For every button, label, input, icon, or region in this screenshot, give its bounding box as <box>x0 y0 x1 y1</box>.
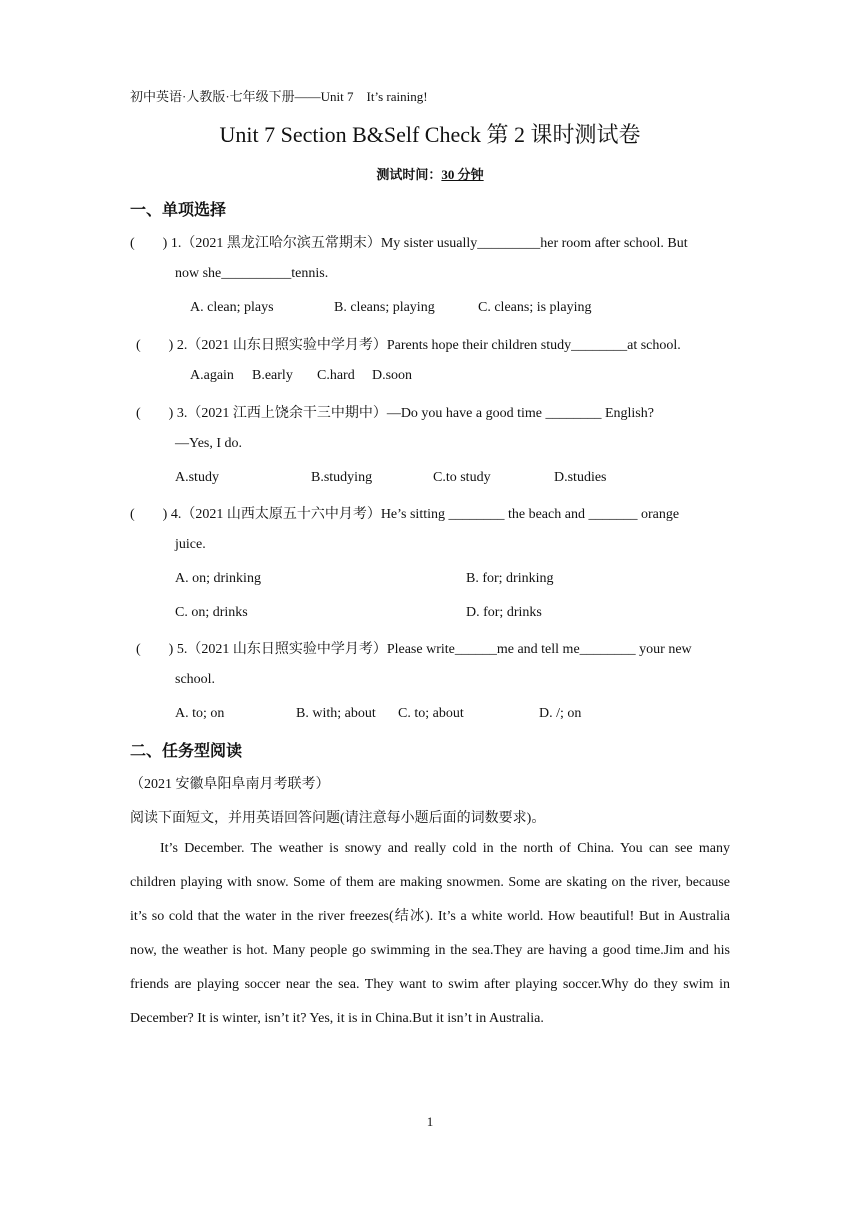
question-3-line2: —Yes, I do. <box>175 436 243 451</box>
question-4-option-a: A. on; drinking <box>175 571 261 586</box>
section2-source: （2021 安徽阜阳阜南月考联考） <box>130 777 330 792</box>
question-4-option-b: B. for; drinking <box>466 571 554 586</box>
passage-text: It’s December. The weather is snowy and really cold in the north of China. You can see many children playing with snow. Some of them are making snowmen. Some are skating on the river, because it’s so cold that the water in the river freezes(结冰). It’s a white world. How beautiful! But in Australia now, the weather is hot. Many people go swimming in the sea.They are having a good time.Jim and his friends are playing soccer near the sea. They want to swim after playing soccer.Why do they swim in December? It is winter, isn’t it? Yes, it is in China.But it isn’t in Australia. <box>130 841 730 1026</box>
question-1-option-c: C. cleans; is playing <box>478 300 592 315</box>
question-4-option-c: C. on; drinks <box>175 605 248 620</box>
question-2-option-b: B.early <box>252 368 293 383</box>
question-2-option-a: A.again <box>190 368 234 383</box>
question-1-option-a: A. clean; plays <box>190 300 274 315</box>
test-time-label: 测试时间： <box>376 167 442 182</box>
reading-passage <box>130 832 730 1036</box>
page-number: 1 <box>426 1114 434 1129</box>
page-title: Unit 7 Section B&Self Check 第 2 课时测试卷 <box>219 122 641 147</box>
running-header: 初中英语·人教版·七年级下册——Unit 7 It’s raining! <box>130 89 428 104</box>
question-5-option-b: B. with; about <box>296 706 376 721</box>
question-2-option-d: D.soon <box>372 368 413 383</box>
question-4-option-d: D. for; drinks <box>466 605 542 620</box>
section1-title: 一、单项选择 <box>130 200 227 219</box>
section2-instruction: 阅读下面短文，并用英语回答问题(请注意每小题后面的词数要求)。 <box>130 811 546 826</box>
question-5-option-a: A. to; on <box>175 706 225 721</box>
section2-title: 二、任务型阅读 <box>130 741 243 760</box>
question-5-line2: school. <box>175 672 216 687</box>
question-3-option-a: A.study <box>175 470 219 485</box>
question-4-line2: juice. <box>175 537 206 552</box>
question-2-option-c: C.hard <box>317 368 355 383</box>
question-1-line1: ( ) 1.（2021 黑龙江哈尔滨五常期末）My sister usually_________her room after school. But <box>130 236 688 251</box>
question-4-line1: ( ) 4.（2021 山西太原五十六中月考）He’s sitting ________ the beach and _______ orange <box>130 507 680 522</box>
question-3-line1: ( ) 3.（2021 江西上饶余干三中期中）—Do you have a good time ________ English? <box>136 406 654 421</box>
test-time <box>0 164 860 183</box>
question-3-option-c: C.to study <box>433 470 491 485</box>
question-5-line1: ( ) 5.（2021 山东日照实验中学月考）Please write______me and tell me________ your new <box>136 642 692 657</box>
question-5-option-d: D. /; on <box>539 706 582 721</box>
question-3-option-d: D.studies <box>554 470 607 485</box>
question-5-option-c: C. to; about <box>398 706 464 721</box>
question-3-option-b: B.studying <box>311 470 373 485</box>
question-1-line2: now she__________tennis. <box>175 266 329 281</box>
test-time-value: 30 分钟 <box>441 167 484 182</box>
question-2-line1: ( ) 2.（2021 山东日照实验中学月考）Parents hope their children study________at school. <box>136 338 681 353</box>
question-1-option-b: B. cleans; playing <box>334 300 435 315</box>
